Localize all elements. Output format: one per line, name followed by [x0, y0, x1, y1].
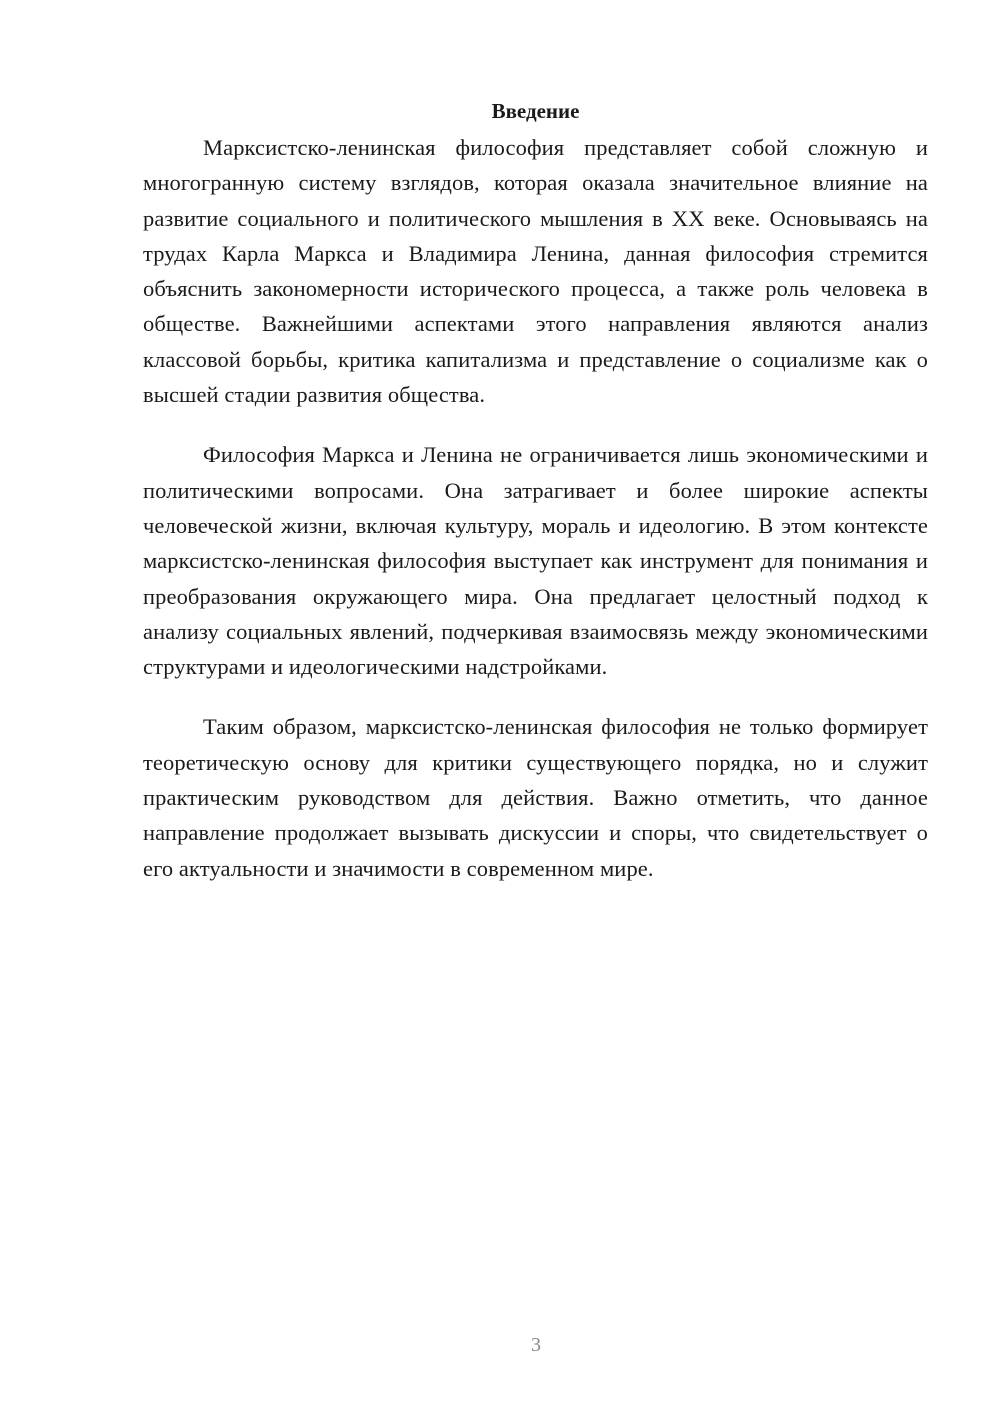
- page-content: [143, 96, 928, 911]
- section-heading: Введение: [491, 99, 580, 123]
- paragraph-2: Философия Маркса и Ленина не ограничивается лишь экономическими и политическими вопросами. Она затрагивает и более широкие аспекты человеческой жизни, включая культуру, мораль и идеологию. В этом контексте марксистско-ленинская философия выступает как инструмент для понимания и преобразования окружающего мира. Она предлагает целостный подход к анализу социальных явлений, подчеркивая взаимосвязь между экономическими структурами и идеологическими надстройками.: [143, 442, 928, 680]
- paragraph-3: Таким образом, марксистско-ленинская философия не только формирует теоретическую основу для критики существующего порядка, но и служит практическим руководством для действия. Важно отметить, что данное направление продолжает вызывать дискуссии и споры, что свидетельствует о его актуальности и значимости в современном мире.: [143, 714, 928, 881]
- page-number: 3: [531, 1334, 541, 1356]
- paragraph-1: Марксистско-ленинская философия представляет собой сложную и многогранную систему взглядов, которая оказала значительное влияние на развитие социального и политического мышления в XX веке. Основываясь на трудах Карла Маркса и Владимира Ленина, данная философия стремится объяснить закономерности исторического процесса, а также роль человека в обществе. Важнейшими аспектами этого направления являются анализ классовой борьбы, критика капитализма и представление о социализме как о высшей стадии развития общества.: [143, 135, 928, 408]
